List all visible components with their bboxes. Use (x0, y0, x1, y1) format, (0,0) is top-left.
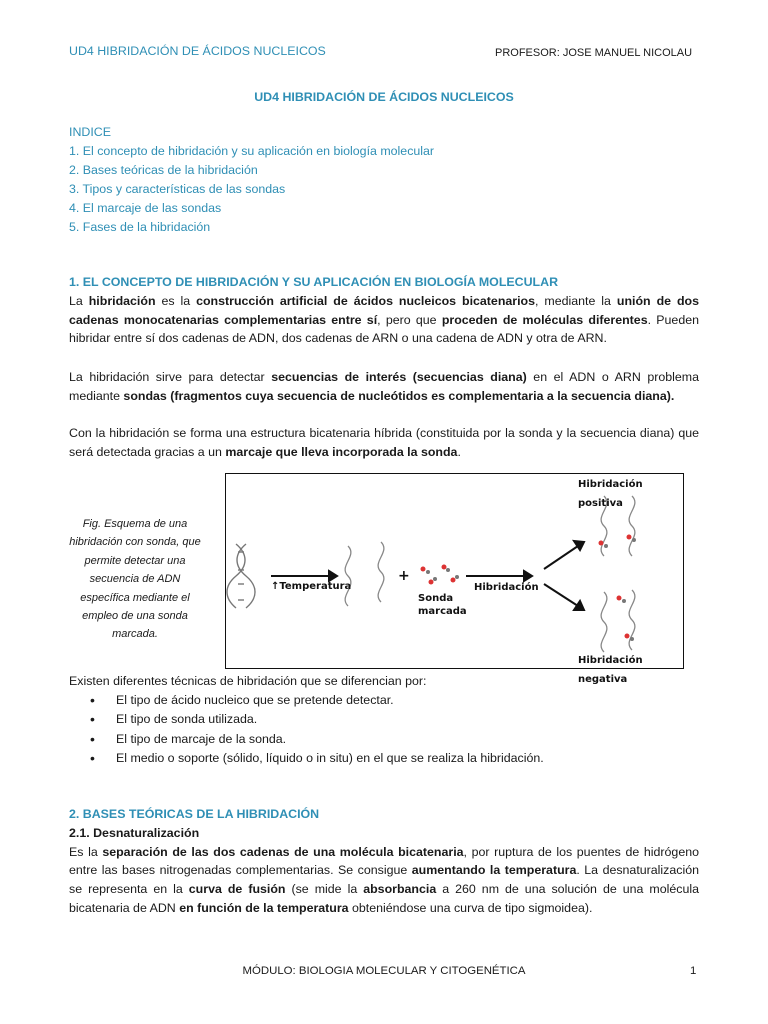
toc-heading: INDICE (69, 125, 111, 139)
section-1 (69, 273, 699, 348)
plus-icon (398, 568, 410, 584)
text-run: Es la (69, 844, 103, 859)
text-run: en el ADN o ARN problema mediante (69, 370, 699, 403)
negative-marker-icons (617, 596, 635, 642)
svg-text:+: + (398, 568, 410, 584)
hybridization-figure (225, 473, 684, 685)
text-run: Con la hibridación se forma una estructura bicatenaria híbrida (constituida por la sonda y la secuencia diana) que será detectada gracias a un (69, 426, 699, 459)
bold-run: aumentando la temperatura (411, 863, 577, 878)
text-run: obteniéndose una curva de tipo sigmoidea). (348, 900, 593, 915)
bold-run: unión de dos cadenas monocatenarias complementarias entre sí (69, 293, 700, 327)
footer-module: MÓDULO: BIOLOGIA MOLECULAR Y CITOGENÉTICA (242, 965, 526, 977)
toc-item[interactable]: 4. El marcaje de las sondas (69, 201, 222, 215)
section-2-subheading: 2.1. Desnaturalización (69, 825, 200, 840)
labelled-probe-icons (421, 565, 460, 585)
page-number: 1 (690, 965, 697, 977)
bold-run: absorbancia (363, 882, 437, 897)
section-2 (69, 805, 699, 918)
text-run: , pero que (377, 312, 442, 327)
section-2-heading: 2. BASES TEÓRICAS DE LA HIBRIDACIÓN (69, 807, 320, 821)
bold-run: sondas (fragmentos cuya secuencia de nucleótidos es complementaria a la secuencia diana). (123, 388, 675, 403)
text-run: La hibridación sirve para detectar (69, 370, 272, 384)
list-item: • El tipo de sonda utilizada. (69, 710, 699, 730)
list-item: • El tipo de marcaje de la sonda. (69, 730, 699, 750)
section-1-paragraph-3 (69, 424, 699, 462)
toc-item[interactable]: 5. Fases de la hibridación (69, 220, 211, 234)
document-title: UD4 HIBRIDACIÓN DE ÁCIDOS NUCLEICOS (254, 90, 514, 104)
header-unit-title: UD4 HIBRIDACIÓN DE ÁCIDOS NUCLEICOS (69, 44, 326, 58)
figure-label-temperature-text: Temperatura (279, 581, 352, 592)
figure-label-hybridization: Hibridación (474, 582, 539, 593)
figure-label-temperature (271, 578, 351, 597)
list-item: • El medio o soporte (sólido, líquido o in situ) en el que se realiza la hibridación. (69, 749, 699, 769)
figure-label-probe-line-1: Sonda (418, 593, 454, 604)
bold-run: hibridación (88, 293, 156, 308)
text-run: es la (155, 293, 197, 308)
up-arrow-icon: ↑ (271, 581, 280, 592)
text-run: , mediante la (535, 293, 617, 308)
toc-item[interactable]: 3. Tipos y características de las sondas (69, 182, 286, 196)
text-run: (se mide la (285, 882, 364, 897)
section-2-paragraph-1 (69, 843, 699, 918)
figure-label-positive: Hibridación positiva (578, 479, 643, 509)
section-1-heading: 1. EL CONCEPTO DE HIBRIDACIÓN Y SU APLICACIÓN EN BIOLOGÍA MOLECULAR (69, 275, 559, 289)
section-1-paragraph-2 (69, 368, 699, 406)
table-of-contents (69, 123, 434, 237)
bold-run: curva de fusión (188, 882, 286, 897)
techniques-intro: Existen diferentes técnicas de hibridación que se diferencian por: (69, 674, 427, 688)
techniques-list (69, 691, 699, 769)
text-run: . (457, 444, 461, 459)
text-run: , por ruptura de los puentes de hidrógeno entre las bases nitrogenadas complementarias. Se consigue (69, 844, 699, 878)
figure-label-negative: Hibridación negativa (578, 655, 643, 685)
section-1-paragraph-1 (69, 292, 699, 348)
bold-run: en función de la temperatura (179, 900, 349, 915)
toc-item[interactable]: 2. Bases teóricas de la hibridación (69, 163, 258, 177)
text-run: a 260 nm de una solución de una molécula bicatenaria de ADN (69, 882, 699, 915)
bold-run: marcaje que lleva incorporada la sonda (225, 444, 458, 459)
list-item: • El tipo de ácido nucleico que se pretende detectar. (69, 691, 699, 711)
figure-label-probe-line-2: marcada (418, 606, 467, 617)
text-run: La (69, 293, 89, 308)
bold-run: construcción artificial de ácidos nucleicos bicatenarios (196, 293, 535, 308)
double-helix-icon (227, 544, 255, 608)
section-1-paragraph-2-block (69, 368, 699, 406)
text-run: . La desnaturalización se representa en la (69, 863, 699, 897)
toc-item[interactable]: 1. El concepto de hibridación y su aplicación en biología molecular (69, 144, 435, 158)
bold-run: secuencias de interés (secuencias diana) (271, 370, 527, 384)
bold-run: separación de las dos cadenas de una molécula bicatenaria (102, 844, 464, 859)
figure-label-probe (418, 592, 467, 618)
techniques-block (69, 672, 699, 769)
header-teacher: PROFESOR: JOSE MANUEL NICOLAU (495, 47, 693, 59)
section-1-paragraph-3-block (69, 424, 699, 462)
bold-run: proceden de moléculas diferentes (441, 312, 648, 327)
figure-caption: Fig. Esquema de una hibridación con sonda, que permite detectar una secuencia de ADN específica mediante el empleo de una sonda marcada. (69, 518, 201, 641)
text-run: . Pueden hibridar entre sí dos cadenas de ADN, dos cadenas de ARN o una cadena de ADN y otra de ARN. (69, 312, 699, 346)
